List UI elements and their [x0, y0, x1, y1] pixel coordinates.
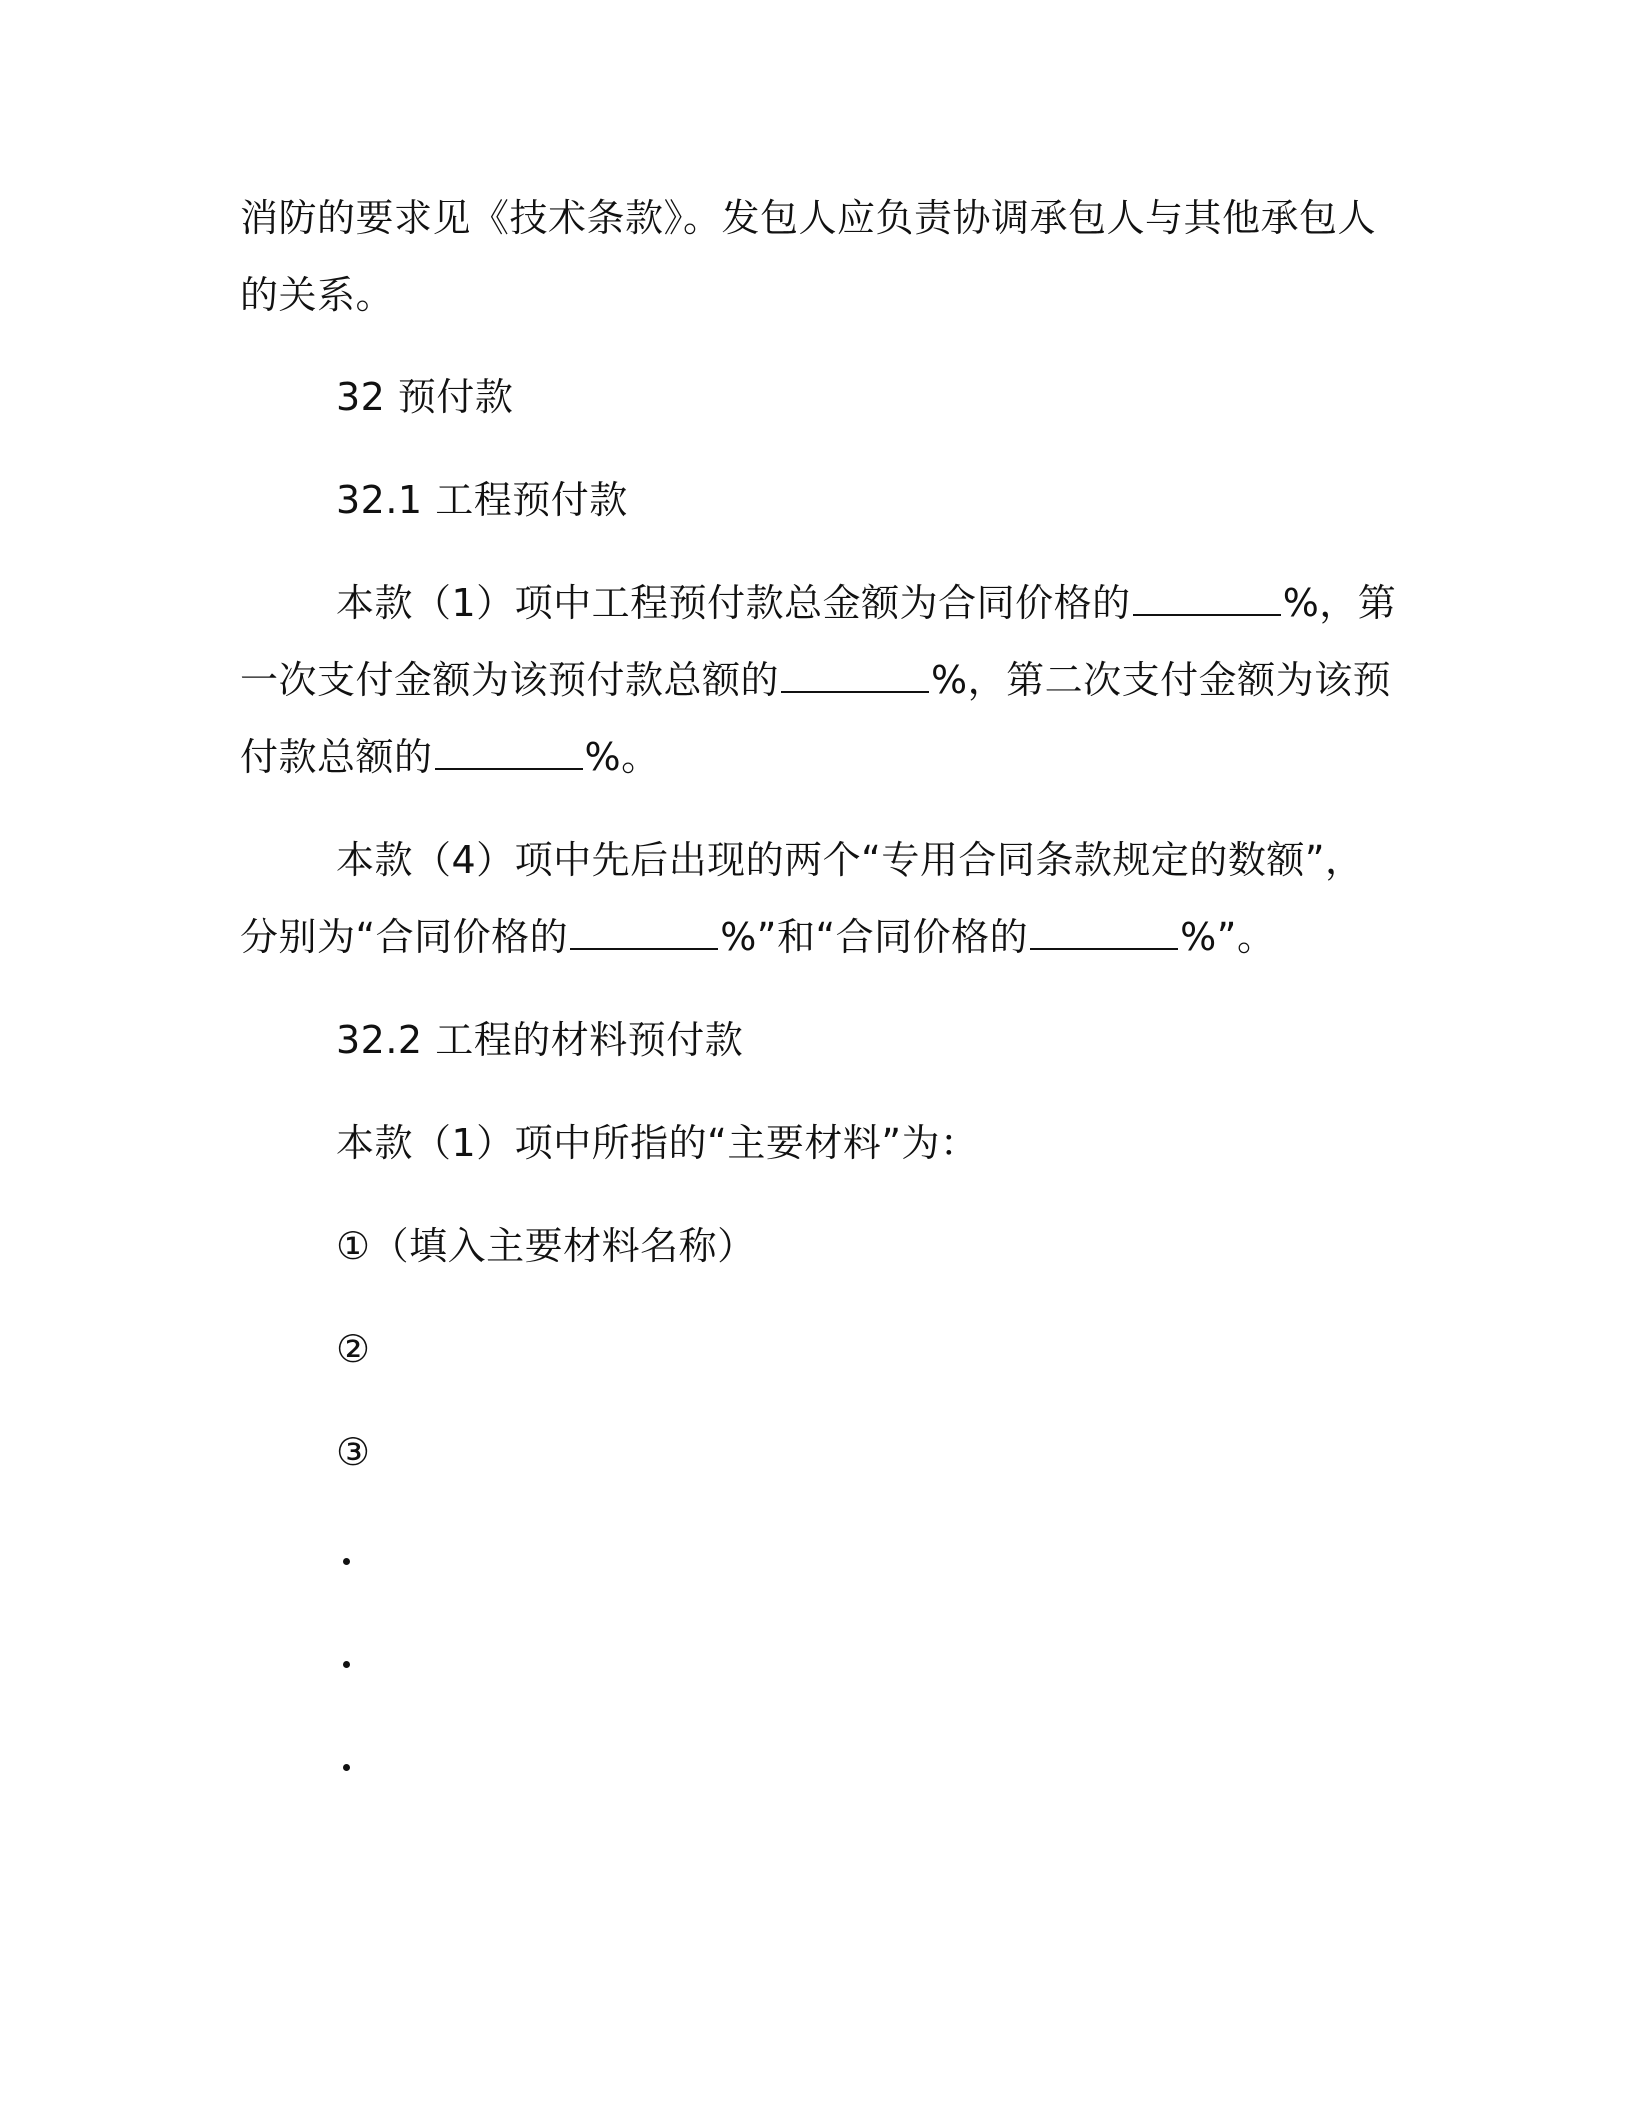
- ellipsis-dot-2: [343, 1661, 350, 1668]
- blank-field-amount-2-percent[interactable]: [1030, 912, 1178, 950]
- amount-text-b: 分别为“合同价格的: [240, 915, 569, 959]
- advance-text-d: %，第二次支付金额为该预: [931, 658, 1392, 702]
- amount-text-c: %”和“合同价格的: [720, 915, 1029, 959]
- amount-paragraph-line-1: 本款（4）项中先后出现的两个“专用合同条款规定的数额”，: [336, 838, 1364, 882]
- advance-text-e: 付款总额的: [240, 735, 433, 779]
- advance-paragraph-line-2: [240, 655, 1392, 705]
- blank-field-amount-1-percent[interactable]: [570, 912, 718, 950]
- advance-paragraph-line-1: [336, 578, 1476, 628]
- blank-field-first-payment-percent[interactable]: [781, 655, 929, 693]
- section-32-1-heading: 32.1 工程预付款: [336, 478, 628, 522]
- advance-paragraph-line-3: [240, 732, 1380, 782]
- blank-field-total-percent[interactable]: [1133, 578, 1281, 616]
- advance-text-f: %。: [584, 735, 660, 779]
- material-item-2: ②: [336, 1327, 371, 1371]
- advance-text-c: 一次支付金额为该预付款总额的: [240, 658, 780, 702]
- amount-paragraph-line-2: [240, 912, 1380, 962]
- material-item-3: ③: [336, 1430, 371, 1474]
- section-32-heading: 32 预付款: [336, 375, 514, 419]
- ellipsis-dot-1: [343, 1558, 350, 1565]
- advance-text-a: 本款（1）项中工程预付款总金额为合同价格的: [336, 581, 1131, 625]
- blank-field-second-payment-percent[interactable]: [435, 732, 583, 770]
- ellipsis-dot-3: [343, 1764, 350, 1771]
- amount-text-d: %”。: [1180, 915, 1276, 959]
- intro-line-1: 消防的要求见《技术条款》。发包人应负责协调承包人与其他承包人: [240, 196, 1377, 240]
- material-item-1: ①（填入主要材料名称）: [336, 1224, 756, 1268]
- materials-paragraph: 本款（1）项中所指的“主要材料”为：: [336, 1121, 979, 1165]
- advance-text-b: %，第: [1282, 581, 1397, 625]
- section-32-2-heading: 32.2 工程的材料预付款: [336, 1018, 744, 1062]
- intro-line-2: 的关系。: [240, 273, 395, 317]
